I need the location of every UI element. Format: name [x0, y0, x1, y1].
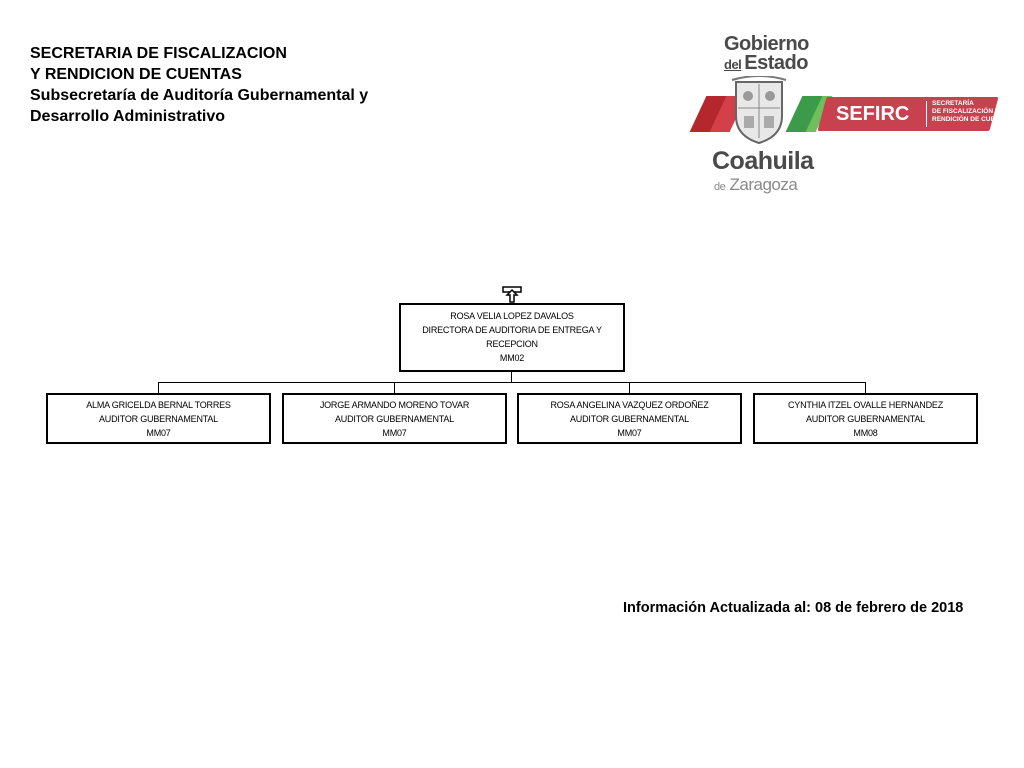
connector-horizontal [158, 382, 866, 383]
org-node-staff [517, 393, 742, 444]
sefirc-divider [926, 101, 927, 127]
staff-level: MM07 [382, 428, 407, 438]
logo-zaragoza-text [714, 175, 797, 195]
staff-name: ROSA ANGELINA VAZQUEZ ORDOÑEZ [550, 400, 709, 410]
connector-drop-4 [865, 382, 866, 393]
header-title-block [30, 43, 430, 127]
sefirc-sub-line-2: DE FISCALIZACIÓN Y [932, 108, 1000, 115]
sefirc-sub-line-3: RENDICIÓN DE CUENTAS [932, 116, 1013, 123]
staff-level: MM07 [146, 428, 171, 438]
org-node-director [399, 303, 625, 372]
up-level-arrow-icon[interactable] [502, 286, 522, 303]
header-line-4: Desarrollo Administrativo [30, 108, 226, 125]
logo-coahuila-text: Coahuila [712, 147, 814, 175]
director-role: DIRECTORA DE AUDITORIA DE ENTREGA Y RECEPCION [422, 325, 602, 349]
logo-gobierno-text: Gobierno [724, 33, 809, 55]
staff-role: AUDITOR GUBERNAMENTAL [335, 414, 454, 424]
update-date-note: Información Actualizada al: 08 de febrero de 2018 [623, 600, 964, 616]
staff-level: MM07 [617, 428, 642, 438]
org-node-staff [46, 393, 271, 444]
header-line-3: Subsecretaría de Auditoría Gubernamental y [30, 87, 369, 104]
staff-name: ALMA GRICELDA BERNAL TORRES [86, 400, 231, 410]
director-name: ROSA VELIA LOPEZ DAVALOS [450, 311, 574, 321]
staff-role: AUDITOR GUBERNAMENTAL [99, 414, 218, 424]
connector-drop-1 [158, 382, 159, 393]
header-line-1: SECRETARIA DE FISCALIZACION [30, 45, 287, 62]
logo-de-text: de [714, 181, 726, 193]
staff-role: AUDITOR GUBERNAMENTAL [570, 414, 689, 424]
logo-zaragoza-word: Zaragoza [729, 175, 798, 194]
logo-del-estado-text [724, 52, 808, 75]
org-node-staff [753, 393, 978, 444]
sefirc-subtitle [932, 100, 1012, 124]
connector-drop-2 [394, 382, 395, 393]
logo-del-text: del [724, 57, 742, 72]
director-level: MM02 [499, 353, 525, 363]
org-node-staff [282, 393, 507, 444]
staff-name: JORGE ARMANDO MORENO TOVAR [319, 400, 470, 410]
header-line-2: Y RENDICION DE CUENTAS [30, 66, 242, 83]
logo-estado-text: Estado [744, 52, 808, 74]
staff-name: CYNTHIA ITZEL OVALLE HERNANDEZ [787, 400, 944, 410]
government-logo [694, 30, 1014, 200]
sefirc-label: SEFIRC [836, 103, 910, 125]
staff-role: AUDITOR GUBERNAMENTAL [806, 414, 925, 424]
sefirc-sub-line-1: SECRETARÍA [932, 100, 974, 107]
connector-drop-3 [629, 382, 630, 393]
coat-of-arms-icon [730, 76, 788, 146]
staff-level: MM08 [853, 428, 878, 438]
